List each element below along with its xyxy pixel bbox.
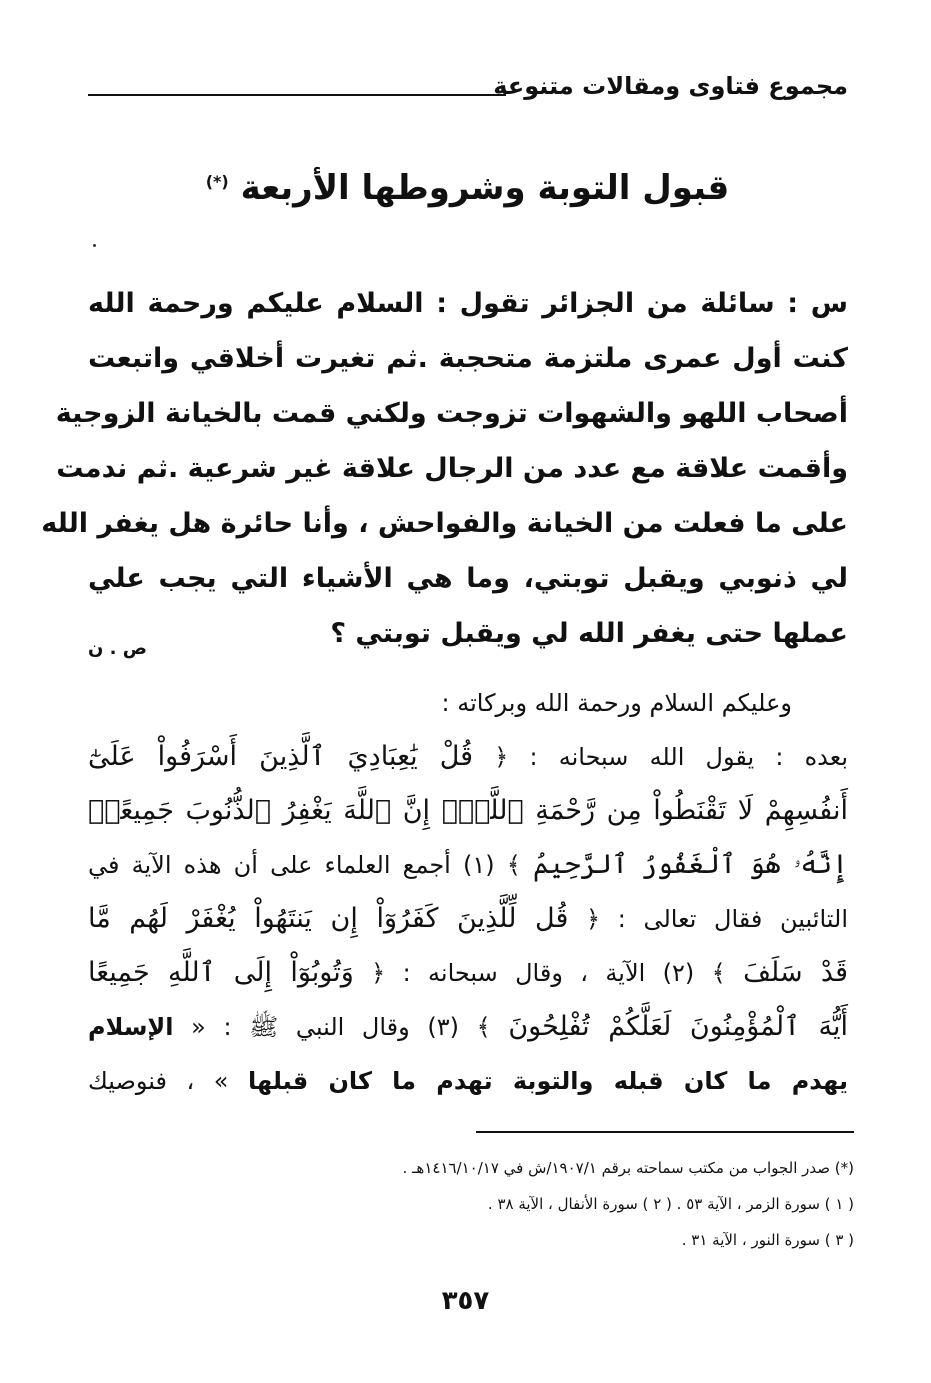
quran-verse: أَنفُسِهِمْ لَا تَقْنَطُواْ مِن رَّحْمَةِ ٱللَّهِۚ إِنَّ ٱللَّهَ يَغْفِرُ ٱلذُّنُوبَ جَمِيعًاۚ <box>88 795 848 826</box>
answer-text: ﴾ (١) أجمع العلماء على أن هذه الآية في <box>88 851 533 879</box>
answer-line <box>88 1000 848 1054</box>
footnote: ( ٣ ) سورة النور ، الآية ٣١ . <box>681 1231 854 1249</box>
answer-greeting: وعليكم السلام ورحمة الله وبركاته : <box>441 689 792 717</box>
answer-line <box>88 1054 848 1108</box>
question-line: لي ذنوبي ويقبل توبتي، وما هي الأشياء التي يجب علي <box>88 563 848 594</box>
answer-line <box>88 730 848 784</box>
question-line: أصحاب اللهو والشهوات تزوجت ولكني قمت بالخيانة الزوجية <box>55 398 848 429</box>
quran-verse: وَتُوبُوٓاْ إِلَى ٱللَّهِ جَمِيعًا <box>88 957 354 988</box>
answer-paragraph <box>88 676 848 1108</box>
question-signature: ص . ن <box>88 638 147 659</box>
footnote: ( ١ ) سورة الزمر ، الآية ٥٣ . ( ٢ ) سورة الأنفال ، الآية ٣٨ . <box>487 1195 854 1213</box>
answer-line <box>88 946 848 1000</box>
quran-verse: أَيُّهَ ٱلْمُؤْمِنُونَ لَعَلَّكُمْ تُفْلِحُونَ <box>508 1011 848 1042</box>
hadith-text: الإسلام <box>88 1013 174 1041</box>
answer-text: ﴾ (٣) وقال النبي ﷺ : « <box>173 1013 509 1041</box>
question-paragraph <box>41 276 848 661</box>
answer-line <box>88 838 848 892</box>
answer-line <box>88 892 848 946</box>
page-number: ٣٥٧ <box>441 1286 490 1316</box>
footnotes <box>260 1150 854 1258</box>
answer-text: » ، فنوصيك <box>88 1067 249 1095</box>
article-title-text: قبول التوبة وشروطها الأربعة <box>240 168 730 208</box>
running-header-title: مجموع فتاوى ومقالات متنوعة <box>493 72 848 100</box>
answer-text: بعده : يقول الله سبحانه : ﴿ <box>473 743 849 771</box>
footnote-rule <box>476 1131 854 1133</box>
answer-text: ﴾ (٢) الآية ، وقال سبحانه : ﴿ <box>353 959 744 987</box>
footnote: (*) صدر الجواب من مكتب سماحته برقم ١٩٠٧/١/ش في ١٤١٦/١٠/١٧هـ . <box>402 1159 854 1177</box>
question-line: عملها حتى يغفر الله لي ويقبل توبتي ؟ <box>330 618 848 649</box>
question-line: وأقمت علاقة مع عدد من الرجال علاقة غير شرعية .ثم ندمت <box>56 453 848 484</box>
article-title-mark: (*) <box>205 171 229 191</box>
question-line: كنت أول عمرى ملتزمة متحجبة .ثم تغيرت أخلاقي واتبعت <box>88 343 848 374</box>
question-line: س : سائلة من الجزائر تقول : السلام عليكم ورحمة الله <box>88 288 848 319</box>
speck <box>93 244 96 247</box>
running-header <box>88 72 848 106</box>
answer-text: التائبين فقال تعالى : ﴿ <box>568 905 848 933</box>
quran-verse: إِنَّهُۥ هُوَ ٱلْغَفُورُ ٱلرَّحِيمُ <box>532 849 848 880</box>
question-line: على ما فعلت من الخيانة والفواحش ، وأنا حائرة هل يغفر الله <box>41 508 848 539</box>
quran-verse: قُل لِّلَّذِينَ كَفَرُوٓاْ إِن يَنتَهُواْ يُغْفَرْ لَهُم مَّا <box>88 903 569 934</box>
article-title <box>0 168 931 208</box>
hadith-text: يهدم ما كان قبله والتوبة تهدم ما كان قبلها <box>248 1067 849 1095</box>
answer-line <box>88 784 848 838</box>
quran-verse: قُلْ يَٰعِبَادِيَ ٱلَّذِينَ أَسْرَفُواْ عَلَىٰٓ <box>88 741 474 772</box>
quran-verse: قَدْ سَلَفَ <box>743 957 848 988</box>
header-rule <box>88 94 506 96</box>
